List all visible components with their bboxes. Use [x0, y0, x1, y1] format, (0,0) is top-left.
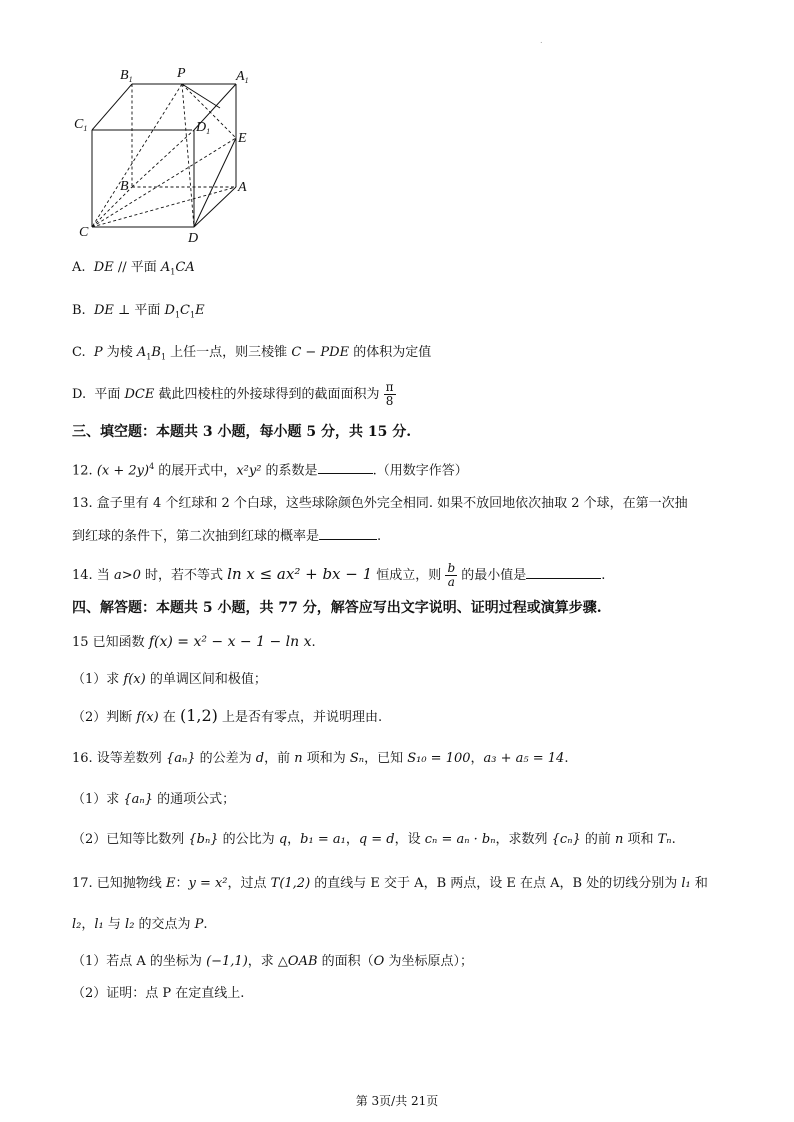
q12-expression: (x + 2y)	[96, 463, 150, 479]
q14-text2: 时，若不等式	[140, 568, 228, 583]
option-c-text2: 上任一点，则三棱锥	[166, 345, 292, 360]
q16-p2-text4: ，	[345, 832, 359, 847]
q17-p1-text1: （1）若点 A 的坐标为	[72, 954, 207, 969]
q17-line2-l2: l₂	[125, 917, 135, 932]
q16-p2-text3: ，	[287, 832, 301, 847]
q16-p1-rest: 的通项公式；	[152, 792, 236, 807]
question-13-line-1: 13. 盒子里有 4 个红球和 2 个白球，这些球除颜色外完全相同. 如果不放回地依次抽取 2 个球，在第一次抽	[72, 496, 688, 511]
option-c-point: P	[93, 345, 103, 360]
label-d: D	[188, 231, 199, 245]
option-b-plane-sub: 1	[174, 310, 181, 320]
section-3-heading: 三、填空题：本题共 3 小题，每小题 5 分，共 15 分.	[72, 424, 412, 440]
q17-parabola-name: E	[165, 876, 176, 891]
q15-end: .	[311, 635, 316, 650]
q17-p1-triangle: △OAB	[277, 954, 318, 969]
option-c-text3: 的体积为定值	[349, 345, 432, 360]
q16-d: d	[255, 751, 265, 766]
segment-p-d	[182, 84, 194, 227]
q16-p1-seq: {aₙ}	[123, 792, 153, 807]
q16-sequence: {aₙ}	[165, 751, 196, 766]
label-p: P	[177, 66, 186, 81]
q16-p2-text8: 项和	[623, 832, 658, 847]
q17-l1: l₁	[681, 876, 691, 891]
q17-p1-text2: ，求	[247, 954, 278, 969]
option-a	[72, 258, 195, 283]
question-15-part-1	[72, 670, 267, 690]
q17-line2-end: .	[203, 917, 208, 932]
question-15-stem	[72, 632, 316, 653]
q12-term: x²y²	[236, 463, 262, 479]
q15-function: f(x) = x² − x − 1 − ln x	[148, 634, 312, 650]
q16-text4: 项和为	[302, 751, 350, 766]
q17-text1: 17. 已知抛物线	[72, 876, 166, 891]
q17-line2-l1: l₁	[94, 917, 104, 932]
q16-p2-seq: {bₙ}	[188, 832, 219, 847]
question-17-stem-line-2	[72, 915, 208, 935]
q17-line2-text: 的交点为	[134, 917, 195, 932]
question-16-stem	[72, 749, 568, 769]
q15-p2-func: f(x)	[136, 710, 159, 725]
label-a1: $A_1$	[236, 69, 249, 85]
q12-text2: 的系数是	[261, 463, 318, 479]
option-b-plane: D	[164, 303, 175, 318]
option-b-label: B.	[72, 303, 86, 318]
option-a-plane-sub: 1	[170, 267, 176, 277]
q16-s10: S₁₀ = 100	[407, 751, 471, 766]
option-a-line: DE	[93, 260, 114, 275]
option-d-text2: 截此四棱柱的外接球得到的截面面积为	[154, 387, 384, 402]
q12-text1: 的展开式中，	[154, 463, 237, 479]
question-17-part-1	[72, 952, 473, 972]
option-a-relation: // 平面	[113, 260, 161, 275]
q14-numerator: b	[447, 561, 456, 575]
option-c-edge-a: A	[136, 345, 147, 360]
q16-p2-text6: ，求数列	[495, 832, 552, 847]
prism-figure	[70, 60, 270, 245]
q14-inequality: ln x ≤ ax² + bx − 1	[227, 565, 373, 583]
q17-line2-sep: ，	[81, 917, 95, 932]
q16-p2-b1: b₁ = a₁	[300, 832, 346, 847]
page-footer: 第 3页/共 21页	[355, 1094, 439, 1108]
option-d-text1: 平面	[94, 387, 125, 402]
option-d-numerator: π	[385, 380, 394, 394]
question-17-stem-line-1	[72, 874, 708, 894]
option-c	[72, 343, 431, 368]
option-b-plane2: C	[180, 303, 190, 318]
option-c-tetrahedron: C − PDE	[291, 345, 350, 360]
q16-p2-qd: q = d	[358, 832, 395, 847]
q15-p1-rest: 的单调区间和极值；	[145, 672, 267, 687]
q15-p1-func: f(x)	[123, 672, 146, 687]
section-4-heading: 四、解答题：本题共 5 小题，共 77 分，解答应写出文字说明、证明过程或演算步骤.	[72, 600, 602, 616]
q17-p1-point: (−1,1)	[206, 954, 248, 969]
option-b-plane2-sub: 1	[189, 310, 196, 320]
q17-p1-text4: 为坐标原点）；	[384, 954, 473, 969]
q14-denominator: a	[447, 575, 455, 589]
q14-end: .	[601, 568, 606, 583]
q17-text4: 的直线与 E 交于 A，B 两点，设 E 在点 A，B 处的切线分别为	[310, 876, 682, 891]
label-e: E	[238, 131, 247, 146]
question-16-part-2	[72, 830, 676, 850]
option-c-label: C.	[72, 345, 86, 360]
option-a-plane: A	[160, 260, 171, 275]
q16-p2-text1: （2）已知等比数列	[72, 832, 189, 847]
q15-p2-rest: 上是否有零点，并说明理由.	[217, 710, 383, 725]
q16-text3: ，前	[264, 751, 295, 766]
option-b	[72, 301, 205, 326]
option-b-plane-rest: E	[195, 303, 205, 318]
q12-text3: .（用数字作答）	[372, 463, 468, 479]
q17-text3: ，过点	[227, 876, 271, 891]
q14-text3: 恒成立，则	[372, 568, 446, 583]
option-d-label: D.	[72, 387, 87, 402]
option-c-text1: 为棱	[102, 345, 137, 360]
q16-n: n	[294, 751, 303, 766]
label-b: B	[120, 179, 129, 194]
scan-mark: .	[540, 36, 543, 45]
question-12	[72, 457, 468, 481]
q14-text4: 的最小值是	[457, 568, 527, 583]
q17-point-t: T(1,2)	[270, 876, 311, 891]
q13-end: .	[377, 529, 382, 544]
q16-text6: ，	[470, 751, 484, 766]
q17-l2: l₂	[72, 917, 82, 932]
option-c-edge-b: B	[151, 345, 161, 360]
q15-p2-mid: 在	[158, 710, 180, 725]
q13-text: 到红球的条件下，第二次抽到红球的概率是	[72, 529, 320, 544]
q16-text2: 的公差为	[195, 751, 256, 766]
q16-p2-cseq: {cₙ}	[551, 832, 581, 847]
option-c-edge-a-sub: 1	[146, 352, 152, 362]
q15-p2-interval: (1,2)	[179, 706, 218, 725]
question-17-part-2: （2）证明：点 P 在定直线上.	[72, 986, 245, 1001]
q16-p2-end: .	[671, 832, 676, 847]
label-b1: $B_1$	[120, 68, 133, 84]
label-d1: $D_1$	[196, 120, 211, 136]
question-15-part-2	[72, 706, 382, 728]
segment-p-d1	[182, 84, 220, 108]
q17-text5: 和	[690, 876, 708, 891]
option-d-plane: DCE	[124, 387, 155, 402]
segment-c-e	[92, 138, 236, 227]
label-a: A	[238, 180, 247, 195]
option-d	[72, 380, 396, 410]
q17-p1-origin: O	[373, 954, 385, 969]
q16-text5: ，已知	[364, 751, 408, 766]
question-14	[72, 560, 605, 590]
q16-p2-text2: 的公比为	[218, 832, 279, 847]
q16-p2-text7: 的前	[580, 832, 615, 847]
q12-answer-blank[interactable]	[318, 459, 373, 474]
q16-a3a5: a₃ + a₅ = 14	[483, 751, 565, 766]
option-c-edge-b-sub: 1	[160, 352, 167, 362]
q17-p1-text3: 的面积（	[317, 954, 374, 969]
q17-text2: ：	[175, 876, 189, 891]
edge-c1-b1	[92, 84, 132, 130]
question-16-part-1	[72, 790, 235, 810]
q13-answer-blank[interactable]	[319, 525, 377, 540]
option-a-plane-rest: CA	[175, 260, 195, 275]
q16-p2-q: q	[278, 832, 288, 847]
q14-condition: a>0	[113, 568, 141, 583]
q16-end: .	[564, 751, 569, 766]
option-b-line: DE	[93, 303, 114, 318]
q16-p1-text: （1）求	[72, 792, 124, 807]
option-a-label: A.	[72, 260, 86, 275]
q12-exponent: 4	[149, 462, 155, 471]
q17-line2-with: 与	[103, 917, 126, 932]
q15-number: 15	[72, 635, 89, 650]
segment-b-d1	[132, 130, 194, 187]
q17-line2-p: P	[194, 917, 204, 932]
question-13-line-2	[72, 525, 381, 547]
option-d-denominator: 8	[385, 394, 394, 408]
q16-text1: 16. 设等差数列	[72, 751, 166, 766]
q15-p1-text: （1）求	[72, 672, 124, 687]
q17-equation: y = x²	[188, 876, 228, 891]
q14-answer-blank[interactable]	[526, 564, 601, 579]
q16-p2-cn: cₙ = aₙ · bₙ	[424, 832, 496, 847]
q14-fraction	[445, 562, 457, 589]
q16-p2-n: n	[615, 832, 624, 847]
label-c: C	[79, 225, 89, 240]
option-b-relation: ⊥ 平面	[113, 303, 165, 318]
q15-p2-text: （2）判断	[72, 710, 137, 725]
q16-p2-tn: Tₙ	[657, 832, 672, 847]
q14-text1: 14. 当	[72, 568, 114, 583]
q16-p2-text5: ，设	[394, 832, 425, 847]
option-d-fraction	[384, 381, 396, 408]
q15-text: 已知函数	[88, 635, 149, 650]
prism-diagram	[70, 60, 270, 245]
label-c1: $C_1$	[74, 117, 88, 133]
q16-sum: Sₙ	[349, 751, 365, 766]
q12-number: 12.	[72, 463, 93, 479]
